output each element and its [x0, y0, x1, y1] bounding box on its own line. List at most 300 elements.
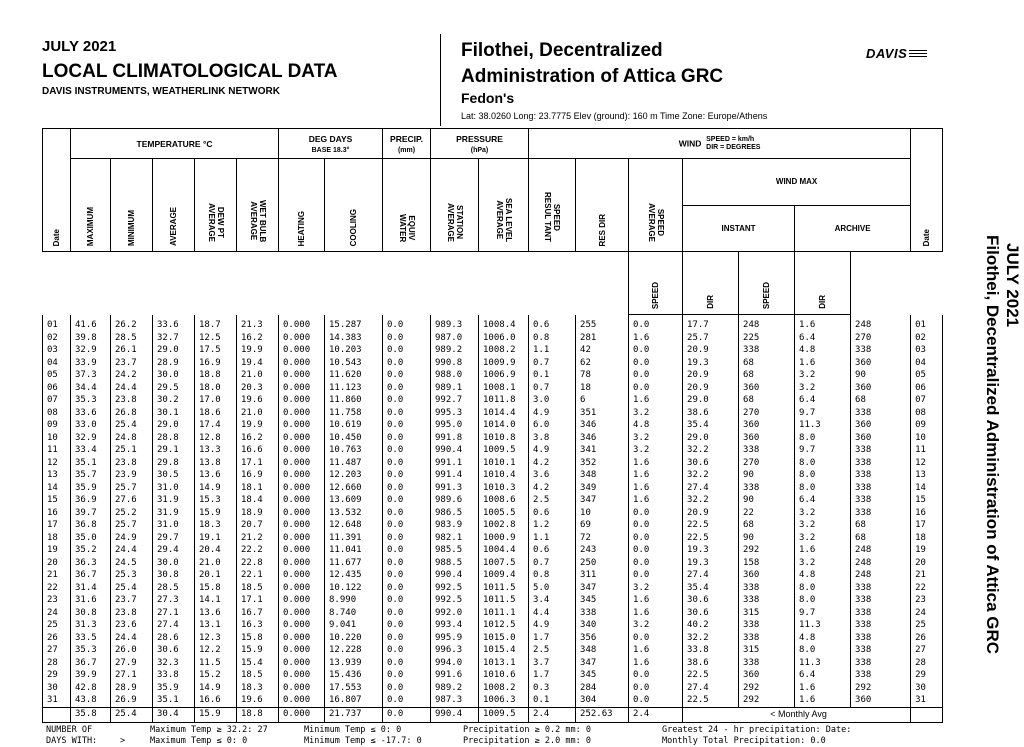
table-cell: 0.000 — [279, 582, 325, 595]
table-cell: 10.220 — [325, 632, 383, 645]
table-cell: 16.2 — [237, 432, 279, 445]
table-cell: 1.6 — [629, 332, 683, 345]
table-cell: 26 — [911, 632, 943, 645]
table-cell: 15.436 — [325, 669, 383, 682]
table-cell: 338 — [851, 457, 911, 470]
table-cell: 345 — [576, 594, 629, 607]
table-cell: 12.228 — [325, 644, 383, 657]
table-cell: 24.4 — [111, 382, 153, 395]
table-cell: 78 — [576, 369, 629, 382]
table-cell: 991.4 — [431, 469, 479, 482]
table-cell: 30.0 — [153, 557, 195, 570]
table-cell: 0.0 — [383, 519, 431, 532]
table-cell: 360 — [739, 382, 795, 395]
side-caption — [948, 235, 1022, 675]
col-wet-bulb: AVERAGE WET BULB — [237, 159, 279, 252]
table-cell: 338 — [851, 482, 911, 495]
table-cell: 18.3 — [195, 519, 237, 532]
table-row — [43, 444, 943, 457]
table-cell: 21.0 — [237, 369, 279, 382]
col-dew-pt: AVERAGE DEW PT — [195, 159, 237, 252]
table-cell: 0.000 — [279, 444, 325, 457]
table-cell: 987.3 — [431, 694, 479, 707]
table-cell: 360 — [851, 432, 911, 445]
group-instant: INSTANT — [683, 205, 795, 252]
table-cell: 21.2 — [237, 532, 279, 545]
table-cell: 9.7 — [795, 444, 851, 457]
table-cell: 10 — [911, 432, 943, 445]
table-cell: 11.860 — [325, 394, 383, 407]
table-cell: 18.1 — [237, 482, 279, 495]
table-row — [43, 507, 943, 520]
table-cell: 10.122 — [325, 582, 383, 595]
table-cell: 338 — [739, 632, 795, 645]
table-cell: 360 — [739, 432, 795, 445]
table-cell: 33.6 — [153, 315, 195, 332]
table-cell: 19.6 — [237, 694, 279, 707]
table-cell: 0.6 — [529, 507, 576, 520]
group-pressure: PRESSURE (hPa) — [431, 129, 529, 159]
table-cell: 25.7 — [111, 519, 153, 532]
table-cell: 356 — [576, 632, 629, 645]
table-cell: 24.8 — [111, 432, 153, 445]
table-cell: 3.2 — [795, 532, 851, 545]
table-cell: 1011.8 — [479, 394, 529, 407]
table-cell: 990.8 — [431, 357, 479, 370]
table-cell: 4.4 — [529, 607, 576, 620]
table-cell: 13 — [43, 469, 71, 482]
table-cell: 292 — [739, 694, 795, 707]
table-cell: 1.1 — [529, 344, 576, 357]
table-cell: 0.0 — [383, 315, 431, 332]
table-cell: 3.8 — [529, 432, 576, 445]
table-row — [43, 557, 943, 570]
table-cell: 35.3 — [71, 644, 111, 657]
table-cell: 24.9 — [111, 532, 153, 545]
table-cell: 1.1 — [529, 532, 576, 545]
table-cell: 90 — [739, 494, 795, 507]
table-cell: 4.8 — [795, 569, 851, 582]
group-archive: ARCHIVE — [795, 205, 911, 252]
station-name-line3: Fedon's — [461, 90, 515, 106]
group-precip: PRECIP. (mm) — [383, 129, 431, 159]
table-cell: 90 — [739, 532, 795, 545]
table-cell: 0.000 — [279, 369, 325, 382]
table-cell: 18 — [911, 532, 943, 545]
table-cell: 338 — [739, 582, 795, 595]
table-cell: 1009.4 — [479, 569, 529, 582]
table-cell: 19.1 — [195, 532, 237, 545]
table-cell: 32.7 — [153, 332, 195, 345]
table-cell: 43.8 — [71, 694, 111, 707]
table-cell: 3.2 — [795, 507, 851, 520]
table-cell: 10 — [43, 432, 71, 445]
table-row — [43, 644, 943, 657]
table-cell: 9.7 — [795, 607, 851, 620]
logo-bars-icon — [909, 50, 927, 59]
table-cell: 20.4 — [195, 544, 237, 557]
table-row — [43, 457, 943, 470]
table-cell: 12 — [43, 457, 71, 470]
table-row — [43, 632, 943, 645]
table-cell: 17.553 — [325, 682, 383, 695]
table-cell: 0.0 — [383, 544, 431, 557]
table-cell: 985.5 — [431, 544, 479, 557]
table-cell: 29.0 — [683, 394, 739, 407]
col-date: Date — [43, 129, 71, 252]
table-cell: 14 — [43, 482, 71, 495]
table-cell: 248 — [851, 557, 911, 570]
table-cell: 1.7 — [529, 632, 576, 645]
report-header — [0, 0, 1024, 128]
table-cell: 9.7 — [795, 407, 851, 420]
table-cell: 19.4 — [237, 357, 279, 370]
table-cell: 05 — [911, 369, 943, 382]
table-row — [43, 532, 943, 545]
col-avg-station: AVERAGE STATION — [431, 159, 479, 252]
table-cell: 33.4 — [71, 444, 111, 457]
table-cell: 345 — [576, 669, 629, 682]
table-cell: 1.6 — [629, 594, 683, 607]
table-cell: 32.9 — [71, 344, 111, 357]
table-cell: 0.000 — [279, 632, 325, 645]
table-cell: 29 — [911, 669, 943, 682]
table-cell: 6.0 — [529, 419, 576, 432]
table-cell: 42.8 — [71, 682, 111, 695]
table-cell: 1.6 — [795, 694, 851, 707]
table-cell: 31.9 — [153, 494, 195, 507]
table-cell: 19 — [911, 544, 943, 557]
table-cell: 25.3 — [111, 569, 153, 582]
table-cell: 338 — [739, 444, 795, 457]
table-cell: 0.000 — [279, 407, 325, 420]
col-archive-speed: SPEED — [739, 252, 795, 315]
table-cell: 25.1 — [111, 444, 153, 457]
group-degdays: DEG DAYS BASE 18.3° — [279, 129, 383, 159]
table-cell: 12.648 — [325, 519, 383, 532]
table-cell: 24.4 — [111, 632, 153, 645]
table-cell: 0.0 — [629, 369, 683, 382]
table-cell: 11.620 — [325, 369, 383, 382]
group-temperature: TEMPERATURE °C — [71, 129, 279, 159]
table-cell: 15.8 — [237, 632, 279, 645]
table-cell: 292 — [739, 682, 795, 695]
table-cell: 27.1 — [153, 607, 195, 620]
table-cell: 347 — [576, 582, 629, 595]
table-cell: 05 — [43, 369, 71, 382]
table-cell: 17.4 — [195, 419, 237, 432]
table-cell: 1008.2 — [479, 682, 529, 695]
table-cell: 68 — [739, 357, 795, 370]
table-cell: 338 — [851, 657, 911, 670]
table-cell: 281 — [576, 332, 629, 345]
table-cell: 41.6 — [71, 315, 111, 332]
col-instant-dir: DIR — [683, 252, 739, 315]
table-cell: 16 — [911, 507, 943, 520]
table-cell: 20.3 — [237, 382, 279, 395]
table-cell: 19.9 — [237, 344, 279, 357]
table-cell: 995.9 — [431, 632, 479, 645]
table-cell: 28.9 — [111, 682, 153, 695]
table-cell: 33.8 — [683, 644, 739, 657]
table-cell: 3.6 — [529, 469, 576, 482]
table-row — [43, 482, 943, 495]
table-cell: 1011.5 — [479, 582, 529, 595]
table-cell: 0.000 — [279, 469, 325, 482]
table-cell: 11 — [911, 444, 943, 457]
table-cell: 22.5 — [683, 532, 739, 545]
table-cell: 0.0 — [383, 557, 431, 570]
table-cell: 30.8 — [153, 569, 195, 582]
table-cell: 0.000 — [279, 694, 325, 707]
table-cell: 15 — [911, 494, 943, 507]
side-month: JULY 2021 — [1003, 243, 1022, 328]
table-cell: 338 — [851, 494, 911, 507]
table-cell: 0.000 — [279, 432, 325, 445]
table-cell: 22.5 — [683, 669, 739, 682]
table-cell: 18.6 — [195, 407, 237, 420]
table-cell: 13.8 — [195, 457, 237, 470]
col-heating: HEATING — [279, 159, 325, 252]
table-cell: 09 — [911, 419, 943, 432]
table-cell: 1007.5 — [479, 557, 529, 570]
summary-number-of: NUMBER OF — [46, 724, 93, 735]
table-cell: 1005.5 — [479, 507, 529, 520]
table-cell: 987.0 — [431, 332, 479, 345]
table-cell: 3.2 — [629, 444, 683, 457]
table-cell: 6.4 — [795, 332, 851, 345]
table-cell: 347 — [576, 657, 629, 670]
table-cell: 28.6 — [153, 632, 195, 645]
col-avg-sea-level: AVERAGE SEA LEVEL — [479, 159, 529, 252]
table-cell: 360 — [739, 669, 795, 682]
col-res-dir: RES DIR — [576, 159, 629, 252]
table-cell: 11.041 — [325, 544, 383, 557]
table-cell: 0.000 — [279, 544, 325, 557]
table-cell: 992.7 — [431, 394, 479, 407]
table-cell: 23 — [911, 594, 943, 607]
table-cell: 35.1 — [153, 694, 195, 707]
table-cell: 68 — [851, 519, 911, 532]
table-cell: 0.000 — [279, 594, 325, 607]
table-cell: 13.609 — [325, 494, 383, 507]
table-cell: 1008.6 — [479, 494, 529, 507]
table-cell: 351 — [576, 407, 629, 420]
table-cell: 0.0 — [383, 594, 431, 607]
table-cell: 1.6 — [629, 644, 683, 657]
table-cell: 4.9 — [529, 407, 576, 420]
table-cell: 0.0 — [383, 332, 431, 345]
table-cell: 20 — [43, 557, 71, 570]
col-date-right: Date — [911, 129, 943, 252]
table-cell: 22.5 — [683, 519, 739, 532]
table-cell: 03 — [43, 344, 71, 357]
table-cell: 158 — [739, 557, 795, 570]
table-cell: 32.3 — [153, 657, 195, 670]
table-cell: 22.1 — [237, 569, 279, 582]
table-cell: 1002.8 — [479, 519, 529, 532]
table-cell: 248 — [851, 544, 911, 557]
table-cell: 30.0 — [153, 369, 195, 382]
table-cell: 12.8 — [195, 432, 237, 445]
summary-days-with: DAYS WITH: — [46, 735, 98, 746]
table-cell: 0.0 — [629, 519, 683, 532]
table-cell: 19 — [43, 544, 71, 557]
table-cell: 31.0 — [153, 519, 195, 532]
table-cell: 18.7 — [195, 315, 237, 332]
table-cell: 248 — [851, 569, 911, 582]
table-cell: 12.3 — [195, 632, 237, 645]
table-cell: 18.9 — [237, 507, 279, 520]
table-cell: 1004.4 — [479, 544, 529, 557]
table-cell: 27.3 — [153, 594, 195, 607]
table-cell: 35.0 — [71, 532, 111, 545]
table-row — [43, 619, 943, 632]
table-cell: 30.6 — [683, 607, 739, 620]
table-cell: 0.0 — [629, 557, 683, 570]
table-cell: 994.0 — [431, 657, 479, 670]
table-cell: 23.8 — [111, 394, 153, 407]
table-cell: 10.450 — [325, 432, 383, 445]
table-cell: 25.7 — [111, 482, 153, 495]
table-cell: 25.4 — [111, 419, 153, 432]
table-cell: 0.0 — [383, 644, 431, 657]
table-cell: 27.4 — [683, 682, 739, 695]
summary-arrow: > — [120, 735, 126, 746]
table-cell: 1010.6 — [479, 669, 529, 682]
table-cell: 0.0 — [383, 619, 431, 632]
table-cell: 4.2 — [529, 457, 576, 470]
table-cell: 36.9 — [71, 494, 111, 507]
table-cell: 30.5 — [153, 469, 195, 482]
table-cell: 1.6 — [629, 394, 683, 407]
table-cell: 0.000 — [279, 619, 325, 632]
table-cell: 27.4 — [153, 619, 195, 632]
table-cell: 0.0 — [383, 344, 431, 357]
table-cell: 0.000 — [279, 394, 325, 407]
table-cell: 338 — [576, 607, 629, 620]
table-cell: 0.000 — [279, 682, 325, 695]
table-row — [43, 694, 943, 707]
table-cell: 30 — [43, 682, 71, 695]
table-cell: 24.2 — [111, 369, 153, 382]
table-cell: 989.2 — [431, 344, 479, 357]
table-cell: 27.1 — [111, 669, 153, 682]
daily-rows — [43, 315, 943, 708]
table-cell: 3.2 — [795, 369, 851, 382]
table-cell: 360 — [851, 382, 911, 395]
table-cell: 1011.1 — [479, 607, 529, 620]
table-cell: 0.0 — [383, 369, 431, 382]
table-cell: 13.6 — [195, 607, 237, 620]
table-cell: 24 — [911, 607, 943, 620]
monthly-average-row: 35.8 25.4 30.4 15.9 18.8 0.000 21.737 0.0 990.4 1009.5 2.4 252.63 2.4 < Monthly Avg — [43, 707, 943, 722]
table-cell: 8.990 — [325, 594, 383, 607]
table-row — [43, 332, 943, 345]
table-cell: 315 — [739, 644, 795, 657]
table-cell: 29.0 — [683, 432, 739, 445]
table-cell: 1013.1 — [479, 657, 529, 670]
side-station: Filothei, Decentralized Administration of Attica GRC — [983, 235, 1002, 655]
table-cell: 32.2 — [683, 494, 739, 507]
table-cell: 31.9 — [153, 507, 195, 520]
table-cell: 0.0 — [383, 669, 431, 682]
table-cell: 10.203 — [325, 344, 383, 357]
table-cell: 996.3 — [431, 644, 479, 657]
table-cell: 0.0 — [383, 419, 431, 432]
table-cell: 0.0 — [383, 444, 431, 457]
table-cell: 0.000 — [279, 344, 325, 357]
table-cell: 29.5 — [153, 382, 195, 395]
table-cell: 28.9 — [153, 357, 195, 370]
table-cell: 21.3 — [237, 315, 279, 332]
table-cell: 68 — [851, 532, 911, 545]
table-cell: 982.1 — [431, 532, 479, 545]
table-row — [43, 432, 943, 445]
table-cell: 0.0 — [383, 494, 431, 507]
table-cell: 0.0 — [383, 632, 431, 645]
table-cell: 1008.4 — [479, 315, 529, 332]
table-row — [43, 607, 943, 620]
table-cell: 0.0 — [383, 357, 431, 370]
station-name-line1: Filothei, Decentralized — [461, 40, 663, 61]
table-cell: 0.000 — [279, 519, 325, 532]
table-cell: 18.5 — [237, 582, 279, 595]
table-cell: 11.487 — [325, 457, 383, 470]
table-cell: 18 — [43, 532, 71, 545]
table-cell: 90 — [851, 369, 911, 382]
table-cell: 1.6 — [795, 357, 851, 370]
table-cell: 338 — [739, 657, 795, 670]
table-cell: 16 — [43, 507, 71, 520]
table-cell: 0.7 — [529, 382, 576, 395]
table-cell: 25.4 — [111, 582, 153, 595]
table-cell: 30.8 — [71, 607, 111, 620]
table-cell: 284 — [576, 682, 629, 695]
table-cell: 22.5 — [683, 694, 739, 707]
table-cell: 0.0 — [383, 432, 431, 445]
table-cell: 11 — [43, 444, 71, 457]
table-cell: 15.8 — [195, 582, 237, 595]
col-water-equiv: WATER EQUIV — [383, 159, 431, 252]
table-cell: 68 — [851, 394, 911, 407]
table-row — [43, 582, 943, 595]
table-cell: 995.3 — [431, 407, 479, 420]
table-cell: 38.6 — [683, 407, 739, 420]
table-cell: 30.6 — [153, 644, 195, 657]
table-cell: 0.0 — [629, 532, 683, 545]
table-cell: 19.6 — [237, 394, 279, 407]
table-cell: 352 — [576, 457, 629, 470]
table-cell: 5.0 — [529, 582, 576, 595]
group-wind: WIND SPEED = km/h DIR = DEGREES — [529, 129, 911, 159]
col-archive-dir: DIR — [795, 252, 851, 315]
table-cell: 14.383 — [325, 332, 383, 345]
table-cell: 21.0 — [195, 557, 237, 570]
table-cell: 989.2 — [431, 682, 479, 695]
table-cell: 17 — [911, 519, 943, 532]
table-cell: 17.0 — [195, 394, 237, 407]
table-cell: 270 — [851, 332, 911, 345]
table-cell: 0.000 — [279, 315, 325, 332]
col-avg-speed: AVERAGE SPEED — [629, 159, 683, 252]
col-maximum: MAXIMUM — [71, 159, 111, 252]
table-cell: 1008.1 — [479, 382, 529, 395]
table-row — [43, 357, 943, 370]
table-cell: 1014.4 — [479, 407, 529, 420]
table-cell: 01 — [911, 315, 943, 332]
climate-table — [42, 128, 943, 723]
